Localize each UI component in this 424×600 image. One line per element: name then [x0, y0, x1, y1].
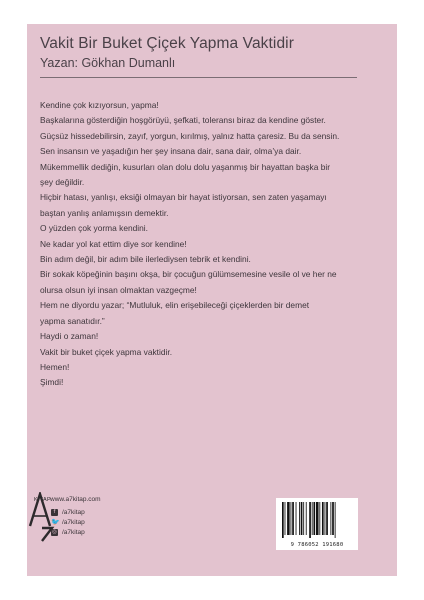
blurb-line: O yüzden çok yorma kendini. — [40, 223, 148, 234]
barcode-bar — [330, 502, 331, 535]
blurb-text — [40, 98, 370, 391]
barcode-bar — [332, 502, 334, 535]
blurb-line: yapma sanatıdır.” — [40, 315, 105, 326]
blurb-line: Hem ne diyordu yazar; “Mutluluk, elin erişebileceği çiçeklerden bir demet — [40, 300, 310, 311]
barcode-bar — [309, 502, 311, 538]
blurb-line: Mükemmellik dediğin, kusurları olan dolu dolu yaşanmış bir hayattan başka bir — [40, 161, 331, 172]
barcode-bar — [282, 502, 284, 538]
blurb-line: baştan yanlış anlamışsın demektir. — [40, 207, 169, 218]
blurb-line: Kendine çok kızıyorsun, yapma! — [40, 100, 159, 110]
social-handle: /a7kitap — [62, 528, 85, 536]
barcode-bar — [313, 502, 315, 535]
barcode-bar — [285, 502, 286, 535]
author-line: Yazan: Gökhan Dumanlı — [40, 56, 176, 70]
instagram-icon: ◎ — [52, 528, 57, 535]
barcode-bars — [282, 502, 352, 538]
isbn-number: 9 786052 191680 — [290, 542, 344, 548]
barcode-bar — [325, 502, 326, 535]
title-divider — [40, 77, 357, 78]
social-handle: /a7kitap — [62, 508, 85, 516]
barcode-bar — [299, 502, 300, 535]
book-title: Vakit Bir Buket Çiçek Yapma Vaktidir — [40, 35, 294, 52]
barcode-bar — [316, 502, 319, 535]
barcode-bar — [287, 502, 290, 535]
blurb-line: Vakit bir buket çiçek yapma vaktidir. — [40, 346, 173, 357]
facebook-icon: f — [51, 509, 58, 516]
social-handle: /a7kitap — [62, 518, 85, 526]
social-link-twitter[interactable] — [51, 517, 85, 527]
blurb-line: Ne kadar yol kat ettim diye sor kendine! — [40, 238, 187, 249]
twitter-icon: 🐦 — [51, 517, 60, 526]
blurb-line: Şimdi! — [40, 377, 64, 388]
blurb-line: Haydi o zaman! — [40, 331, 99, 342]
blurb-line: Hiçbir hatası, yanlışı, eksiği olmayan bir hayat istiyorsan, sen zaten yaşamayı — [40, 192, 327, 203]
logo-kitap-text: KİTAP — [34, 497, 51, 503]
publisher-website[interactable]: www.a7kitap.com — [50, 496, 101, 503]
barcode-bar — [306, 502, 307, 535]
blurb-line: şey değildir. — [40, 177, 85, 188]
blurb-line: Hemen! — [40, 361, 70, 372]
isbn-barcode — [276, 498, 358, 550]
barcode-bar — [312, 502, 313, 535]
barcode-bar — [326, 502, 328, 535]
social-link-instagram[interactable] — [51, 527, 85, 537]
social-links — [51, 507, 85, 537]
blurb-line: Sen insansın ve yaşadığın her şey insana dair, sana dair, olma’ya dair. — [40, 146, 302, 157]
social-link-facebook[interactable] — [51, 507, 85, 517]
barcode-bar — [296, 502, 297, 535]
blurb-line: Bir sokak köpeğinin başını okşa, bir çocuğun gülümsemesine vesile ol ve her ne — [40, 269, 337, 280]
barcode-bar — [303, 502, 304, 535]
barcode-bar — [301, 502, 303, 535]
blurb-line: olursa olsun iyi insan olmaktan vazgeçme! — [40, 284, 197, 295]
barcode-bar — [291, 502, 292, 535]
blurb-line: Güçsüz hissedebilirsin, zayıf, yorgun, kırılmış, yalnız hatta çaresiz. Bu da sensin. — [40, 130, 340, 141]
barcode-bar — [292, 502, 294, 535]
barcode-bar — [319, 502, 320, 535]
blurb-line: Bin adım değil, bir adım bile ilerlediysen tebrik et kendini. — [40, 254, 251, 265]
barcode-bar — [322, 502, 324, 535]
blurb-line: Başkalarına gösterdiğin hoşgörüyü, şefkati, toleransı biraz da kendine göster. — [40, 115, 326, 126]
barcode-bar — [335, 502, 336, 538]
